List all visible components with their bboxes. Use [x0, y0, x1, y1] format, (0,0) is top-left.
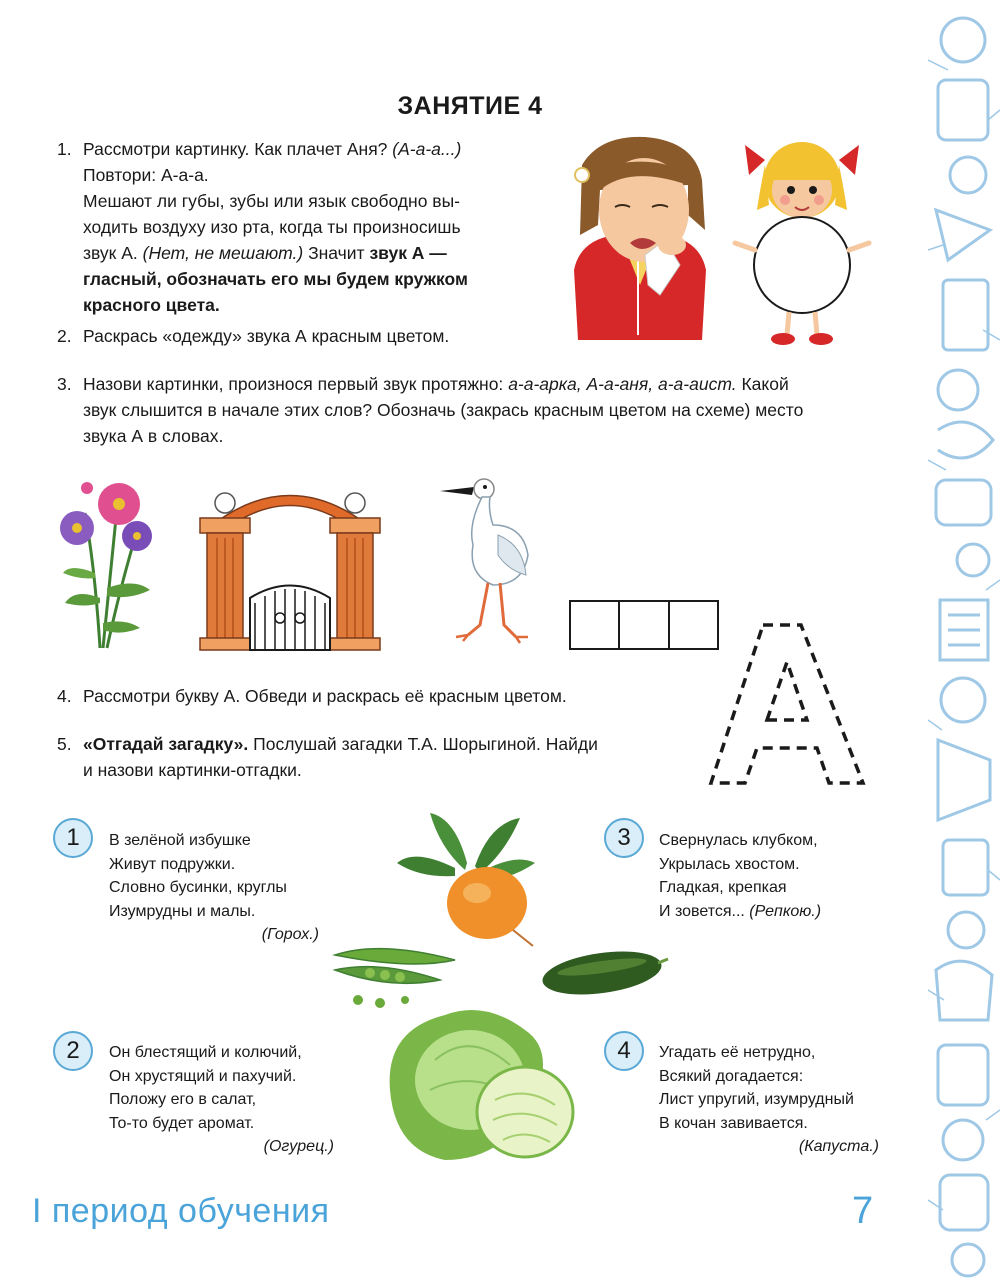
riddle-line: Угадать её нетрудно, [659, 1044, 816, 1061]
riddle-number-badge: 2 [53, 1031, 93, 1071]
task-example-words: а-а-арка, А-а-аня, а-а-аист. [508, 374, 737, 394]
riddle-line: Он хрустящий и пахучий. [109, 1067, 297, 1085]
riddle-line: Изумрудны и малы. [109, 902, 256, 920]
riddle-line: Укрылась хвостом. [659, 855, 800, 873]
riddle-line: Лист упругий, изумрудный [659, 1091, 854, 1108]
task-answer: (Нет, не мешают.) [142, 243, 304, 263]
task-3 [57, 371, 917, 449]
riddle-answer: (Огурец.) [263, 1138, 334, 1155]
riddle-1 [109, 829, 319, 947]
riddle-answer: (Капуста.) [798, 1138, 879, 1155]
sound-schema [569, 600, 719, 650]
sound-a-girl-illustration [727, 135, 877, 350]
task-emphasis: звук А — [369, 243, 447, 263]
arch-gate-illustration [195, 478, 385, 653]
riddle-line: Живут подружки. [109, 855, 236, 873]
schema-cell[interactable] [618, 600, 669, 650]
task-emphasis: «Отгадай загадку». [83, 734, 249, 754]
riddle-number-badge: 3 [604, 818, 644, 858]
cucumber-illustration[interactable] [540, 945, 670, 1000]
task-text: Рассмотри букву А. Обведи и раскрась её красным цветом. [83, 686, 567, 706]
riddle-4 [659, 1041, 879, 1159]
page-title: ЗАНЯТИЕ 4 [397, 92, 543, 120]
riddle-number-badge: 1 [53, 818, 93, 858]
schema-cell[interactable] [569, 600, 620, 650]
stork-illustration [438, 475, 533, 645]
task-text: Рассмотри картинку. Как плачет Аня? [83, 139, 388, 159]
riddle-answer: (Горох.) [261, 926, 319, 943]
task-5 [57, 731, 697, 783]
riddle-2 [109, 1041, 334, 1159]
task-text: звук слышится в начале этих слов? Обозначь (закрась красным цветом на схеме) место [83, 400, 804, 420]
riddle-line: Словно бусинки, круглы [109, 879, 287, 896]
task-1 [57, 136, 557, 318]
task-text: Мешают ли губы, зубы или язык свободно вы- [83, 191, 460, 211]
task-number: 2. [57, 326, 72, 346]
task-number: 1. [57, 139, 72, 159]
riddle-line: И зовется... [659, 902, 745, 920]
task-number: 4. [57, 686, 72, 706]
task-emphasis: гласный, обозначать его мы будем кружком [83, 269, 468, 289]
riddle-number-badge: 4 [604, 1031, 644, 1071]
decorative-doodle-border [928, 0, 1000, 1287]
task-number: 3. [57, 374, 72, 394]
crying-girl-illustration [560, 135, 720, 345]
riddle-line: То-то будет аромат. [109, 1114, 255, 1132]
task-text: ходить воздуху изо рта, когда ты произносишь [83, 217, 461, 237]
riddle-line: Всякий догадается: [659, 1067, 804, 1085]
cabbage-illustration[interactable] [385, 1000, 580, 1170]
asters-flower-illustration [55, 478, 170, 650]
task-text: звука А в словах. [83, 426, 224, 446]
task-number: 5. [57, 734, 72, 754]
riddle-line: Положу его в салат, [109, 1091, 257, 1108]
task-answer: (А-а-а...) [392, 139, 462, 159]
riddle-line: Гладкая, крепкая [659, 879, 787, 896]
riddle-line: В кочан завивается. [659, 1114, 808, 1132]
riddle-answer: (Репкою.) [749, 902, 822, 920]
section-title: I период обучения [32, 1192, 330, 1230]
riddle-line: В зелёной избушке [109, 832, 251, 849]
riddle-line: Он блестящий и колючий, [109, 1044, 302, 1061]
riddle-3 [659, 829, 849, 923]
task-text: и назови картинки-отгадки. [83, 760, 302, 780]
page-number: 7 [852, 1190, 874, 1232]
turnip-illustration[interactable] [395, 808, 545, 948]
riddle-line: Свернулась клубком, [659, 832, 818, 849]
task-text: Повтори: А-а-а. [83, 165, 209, 185]
task-text: Какой [741, 374, 789, 394]
task-text: Раскрась «одежду» звука А красным цветом. [83, 326, 450, 346]
task-2 [57, 323, 557, 349]
task-text: звук А. [83, 243, 138, 263]
dotted-letter-a[interactable] [705, 620, 870, 790]
task-text: Назови картинки, произнося первый звук протяжно: [83, 374, 504, 394]
peas-illustration[interactable] [330, 935, 460, 1010]
task-text: Послушай загадки Т.А. Шорыгиной. Найди [253, 734, 598, 754]
task-text: Значит [308, 243, 365, 263]
task-emphasis: красного цвета. [83, 295, 220, 315]
task-4 [57, 683, 697, 709]
